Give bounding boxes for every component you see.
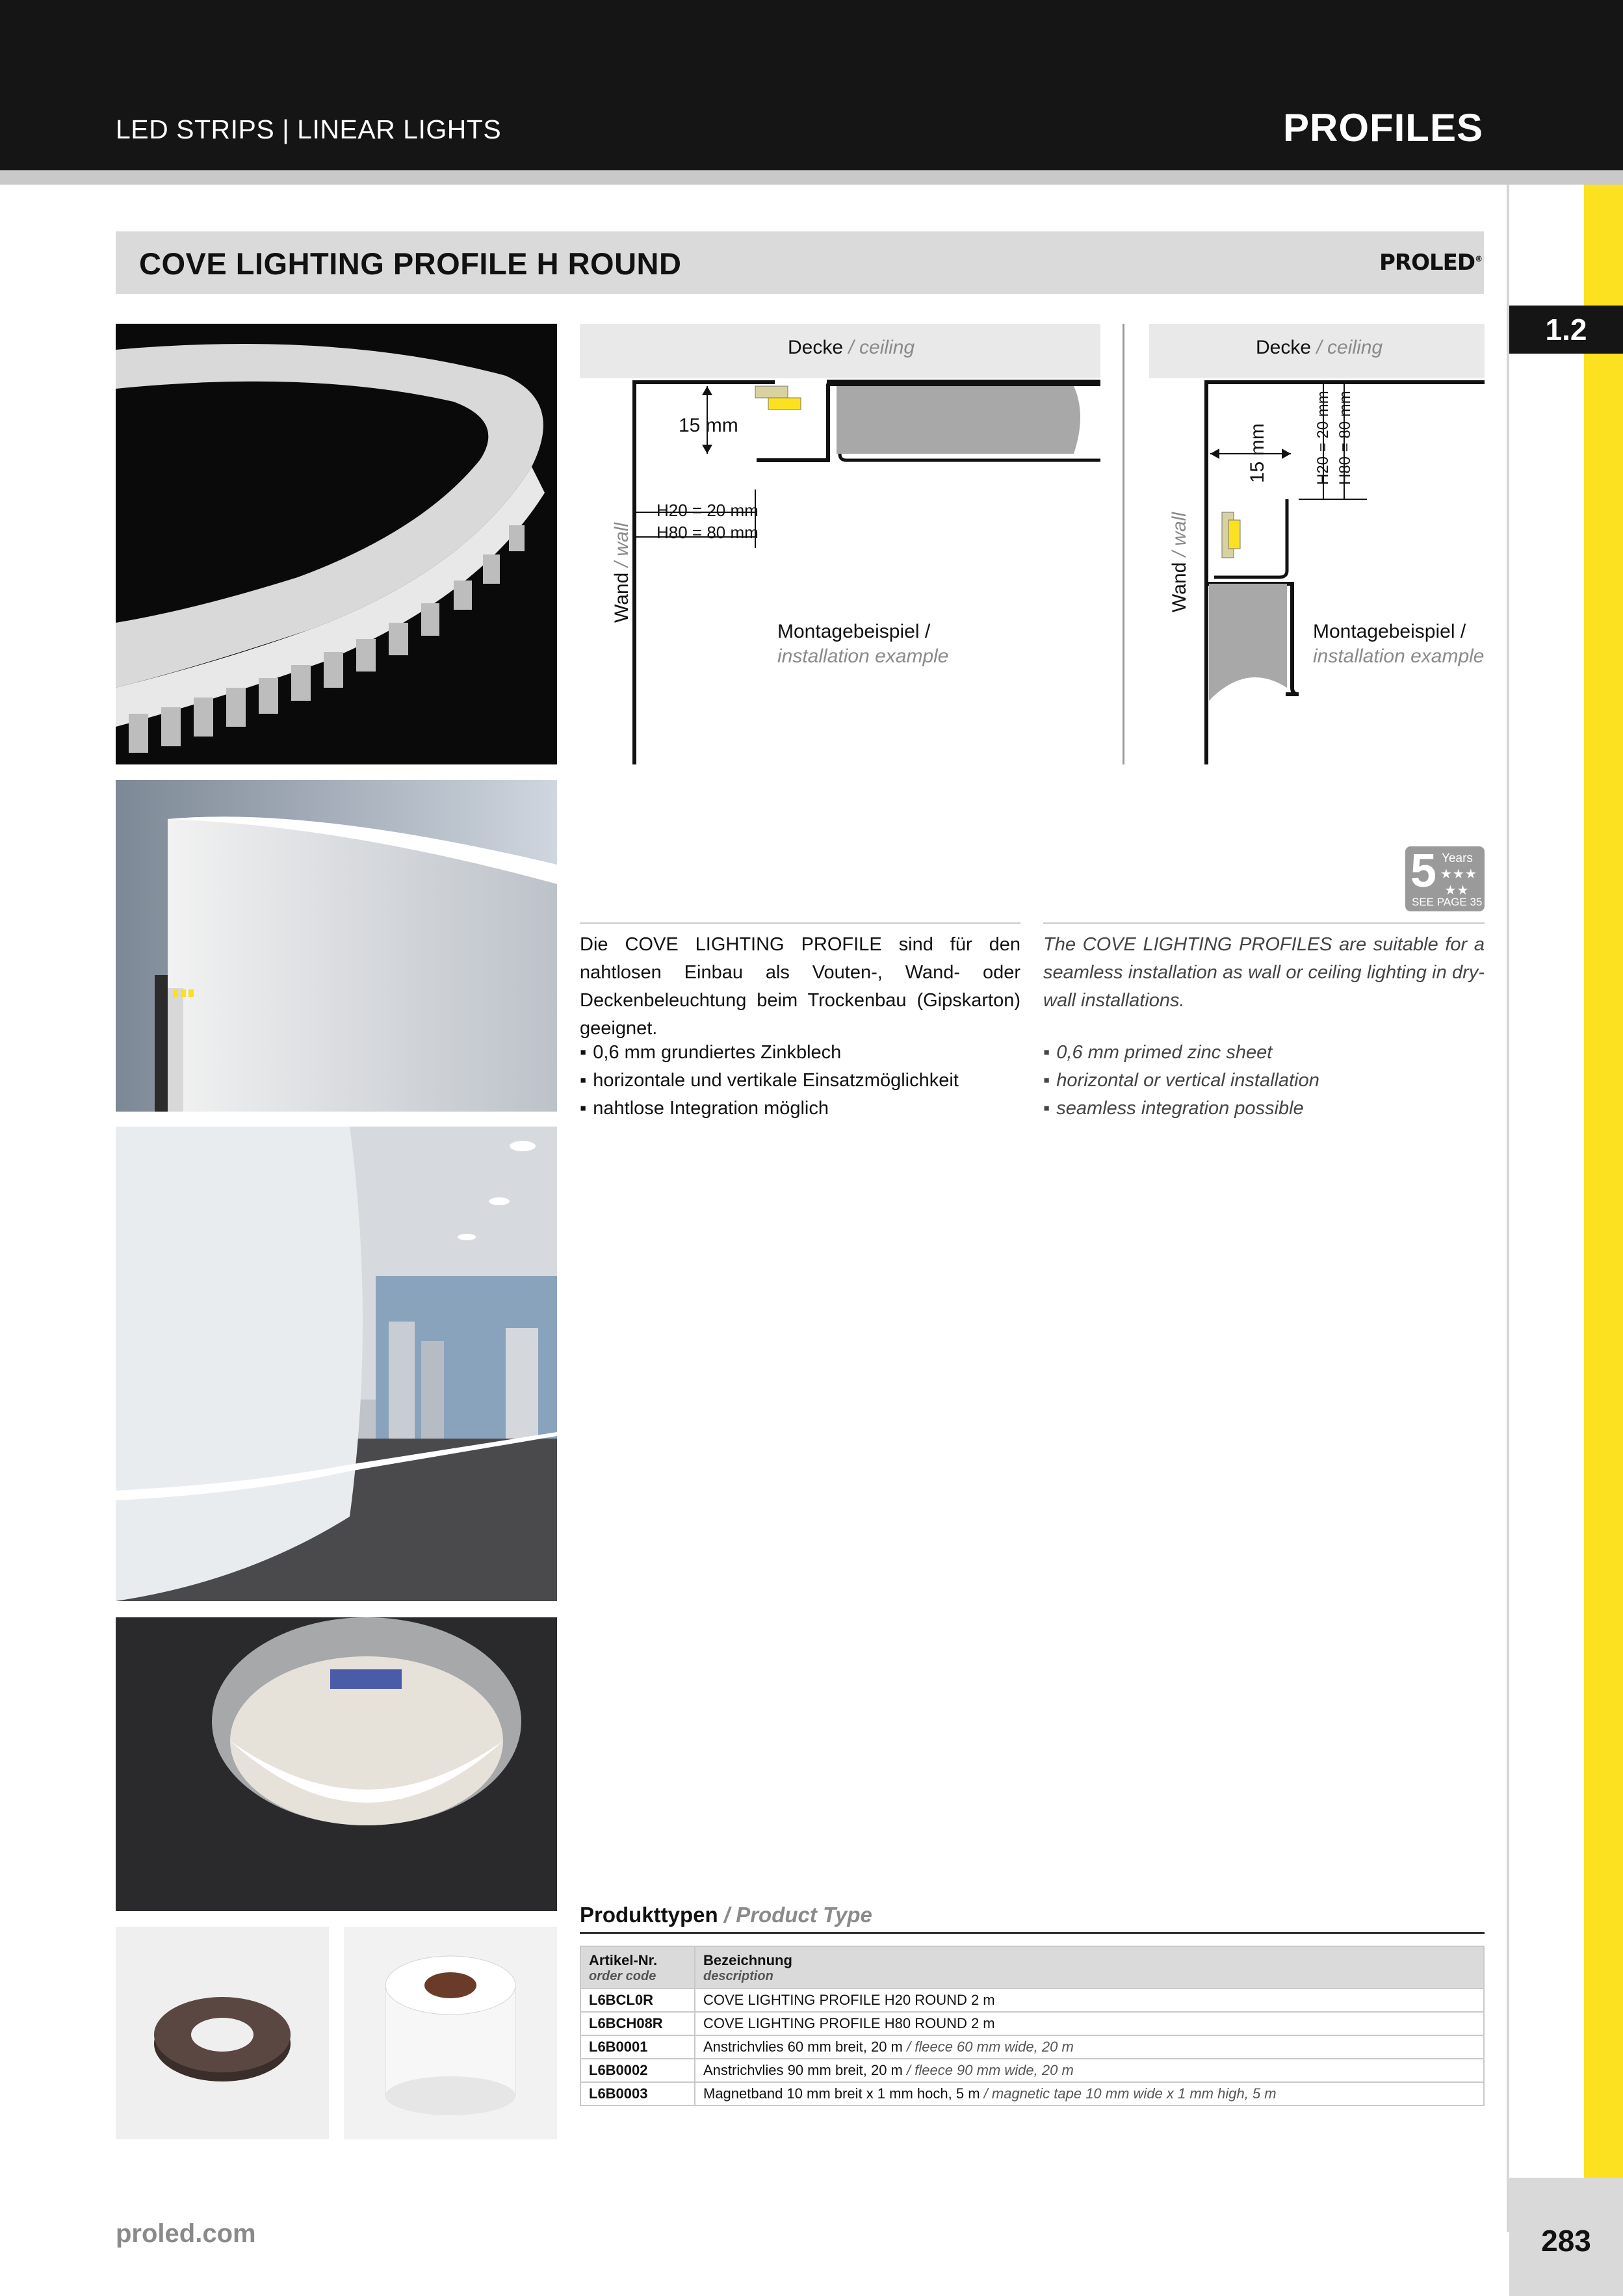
- mount-label-en: installation example: [1313, 646, 1485, 667]
- dimension-15mm: 15 mm: [1247, 423, 1268, 483]
- description-rule-en: [1043, 922, 1485, 924]
- table-header-row: [580, 1946, 1484, 1989]
- chapter-tab[interactable]: 1.2: [1509, 306, 1623, 354]
- mount-label-de: Montagebeispiel /: [1313, 621, 1466, 642]
- warranty-number: 5: [1410, 845, 1437, 897]
- ceiling-label: Decke / ceiling: [788, 337, 915, 358]
- list-item: ▪ 0,6 mm primed zinc sheet: [1043, 1039, 1319, 1067]
- installation-diagram-h80: [1149, 324, 1485, 764]
- list-item: ▪ seamless integration possible: [1043, 1095, 1319, 1123]
- order-code: L6B0003: [580, 2082, 695, 2106]
- application-photo-cove: [116, 780, 557, 1112]
- application-photo-ceiling: [116, 1617, 557, 1911]
- list-item: ▪ nahtlose Integration möglich: [580, 1095, 959, 1123]
- features-list-de: [580, 1039, 959, 1123]
- ceiling-label: Decke / ceiling: [1256, 337, 1383, 358]
- table-row[interactable]: [580, 2082, 1484, 2106]
- description-rule-de: [580, 922, 1020, 924]
- header-divider: [0, 170, 1623, 185]
- section-title: PROFILES: [1282, 106, 1483, 150]
- dimension-15mm: 15 mm: [679, 415, 738, 436]
- mount-label-en: installation example: [777, 646, 949, 667]
- application-photo-room: [116, 1127, 557, 1601]
- order-code: L6B0001: [580, 2035, 695, 2059]
- product-photo-profile: [116, 324, 557, 764]
- order-code: L6B0002: [580, 2059, 695, 2082]
- diagram-divider: [1123, 324, 1124, 764]
- order-code: L6BCL0R: [580, 1989, 695, 2012]
- list-item: ▪ 0,6 mm grundiertes Zinkblech: [580, 1039, 959, 1067]
- product-types-heading: Produkttypen / Product Type: [580, 1903, 872, 1927]
- row-description: COVE LIGHTING PROFILE H20 ROUND 2 m: [695, 1989, 1484, 2012]
- warranty-badge[interactable]: [1405, 846, 1485, 911]
- footer-url[interactable]: proled.com: [116, 2219, 256, 2248]
- dimension-h80: H80 = 80 mm: [1336, 391, 1354, 485]
- dimension-h20: H20 = 20 mm: [656, 501, 759, 520]
- mount-label-de: Montagebeispiel /: [777, 621, 931, 642]
- row-description: Magnetband 10 mm breit x 1 mm hoch, 5 m / magnetic tape 10 mm wide x 1 mm high, 5 m: [695, 2082, 1484, 2106]
- table-row[interactable]: [580, 1989, 1484, 2012]
- row-description: COVE LIGHTING PROFILE H80 ROUND 2 m: [695, 2012, 1484, 2035]
- product-photo-fleece-roll: [344, 1927, 557, 2139]
- column-header-description: Bezeichnung description: [695, 1946, 1484, 1989]
- accent-bar: [1584, 185, 1623, 2178]
- table-row[interactable]: [580, 2059, 1484, 2082]
- table-row[interactable]: [580, 2012, 1484, 2035]
- warranty-stars-icon: ★★★ ★★: [1440, 867, 1477, 898]
- table-row[interactable]: [580, 2035, 1484, 2059]
- list-item: ▪ horizontal or vertical installation: [1043, 1067, 1319, 1095]
- list-item: ▪ horizontale und vertikale Einsatzmöglichkeit: [580, 1067, 959, 1095]
- installation-diagram-h20: [580, 324, 1100, 764]
- wall-label: Wand / wall: [611, 523, 632, 623]
- wall-label: Wand / wall: [1169, 512, 1190, 612]
- column-header-code: Artikel-Nr. order code: [580, 1946, 695, 1989]
- sidebar-divider: [1507, 185, 1509, 2232]
- dimension-h80: H80 = 80 mm: [656, 523, 759, 542]
- product-title: COVE LIGHTING PROFILE H ROUND: [139, 246, 682, 281]
- description-en: The COVE LIGHTING PROFILES are suitable for a seamless installation as wall or ceiling lighting in dry-wall installations.: [1043, 934, 1485, 1011]
- page-number-box: [1509, 2178, 1623, 2296]
- features-list-en: [1043, 1039, 1319, 1123]
- brand-logo: PROLED®: [1379, 250, 1483, 276]
- row-description: Anstrichvlies 90 mm breit, 20 m / fleece 90 mm wide, 20 m: [695, 2059, 1484, 2082]
- dimension-h20: H20 = 20 mm: [1314, 391, 1332, 485]
- order-code: L6BCH08R: [580, 2012, 695, 2035]
- row-description: Anstrichvlies 60 mm breit, 20 m / fleece 60 mm wide, 20 m: [695, 2035, 1484, 2059]
- section-label: LED STRIPS | LINEAR LIGHTS: [116, 114, 502, 144]
- warranty-note: SEE PAGE 35: [1412, 896, 1483, 908]
- page-number: 283: [1541, 2224, 1591, 2258]
- product-types-rule: [580, 1932, 1485, 1934]
- warranty-unit: Years: [1442, 852, 1473, 865]
- product-photo-magnetic-tape: [116, 1927, 329, 2139]
- product-types-table: [580, 1946, 1485, 2106]
- description-de: Die COVE LIGHTING PROFILE sind für den nahtlosen Einbau als Vouten-, Wand- oder Deckenbeleuchtung beim Trockenbau (Gipskarton) geeignet.: [580, 934, 1020, 1039]
